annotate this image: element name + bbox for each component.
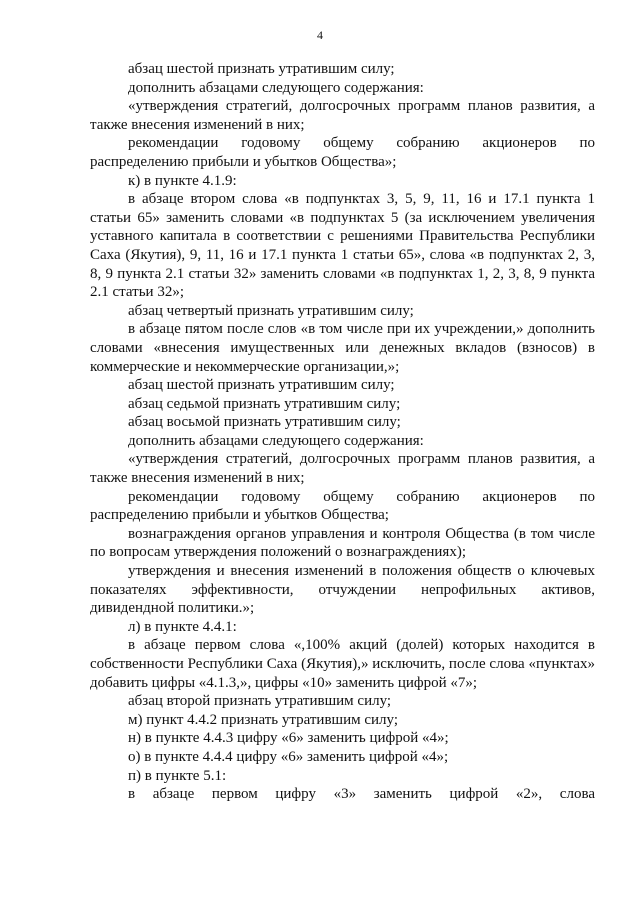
paragraph: абзац шестой признать утратившим силу; <box>128 377 395 394</box>
paragraph: л) в пункте 4.4.1: <box>128 618 237 635</box>
paragraph: абзац второй признать утратившим силу; <box>128 693 392 710</box>
paragraph: вознаграждения органов управления и контроля Общества (в том числе по вопросам утверждения положений о вознаграждениях); <box>90 525 595 561</box>
paragraph: утверждения и внесения изменений в положения обществ о ключевых показателях эффективности, отчуждении непрофильных активов, дивидендной политики.»; <box>90 563 595 617</box>
paragraph: абзац четвертый признать утратившим силу; <box>128 302 414 319</box>
paragraph: «утверждения стратегий, долгосрочных программ планов развития, а также внесения изменений в них; <box>90 451 595 487</box>
paragraph: абзац восьмой признать утратившим силу; <box>128 414 401 431</box>
paragraph: п) в пункте 5.1: <box>128 767 227 784</box>
paragraph: «утверждения стратегий, долгосрочных программ планов развития, а также внесения изменений в них; <box>90 98 595 133</box>
page-number: 4 <box>317 28 323 42</box>
paragraph: дополнить абзацами следующего содержания: <box>128 79 424 96</box>
paragraph: в абзаце втором слова «в подпунктах 3, 5, 9, 11, 16 и 17.1 пункта 1 статьи 65» заменить словами «в подпунктах 5 (за исключением увеличения уставного капитала в соответствии с решениями Правительства Республики Саха (Якутия), 9, 11, 16 и 17.1 пункта 1 статьи 65», слова «в подпунктах 2, 3, 8, 9 пункта 2.1 статьи 32» заменить словами «в подпунктах 1, 2, 3, 8, 9 пункта 2.1 статьи 32»; <box>90 191 595 301</box>
paragraph: м) пункт 4.4.2 признать утратившим силу; <box>128 711 398 728</box>
paragraph: рекомендации годовому общему собранию акционеров по распределению прибыли и убытков Общества»; <box>90 135 595 170</box>
paragraph: н) в пункте 4.4.3 цифру «6» заменить цифрой «4»; <box>128 730 449 747</box>
paragraph: к) в пункте 4.1.9: <box>128 172 237 189</box>
document-body <box>90 60 595 804</box>
paragraph: дополнить абзацами следующего содержания: <box>128 432 424 449</box>
paragraph: в абзаце пятом после слов «в том числе при их учреждении,» дополнить словами «внесения имущественных или денежных вкладов (взносов) в коммерческие и некоммерческие организации,»; <box>90 321 595 375</box>
paragraph: абзац седьмой признать утратившим силу; <box>128 395 401 412</box>
paragraph: в абзаце первом слова «,100% акций (долей) которых находится в собственности Республики Саха (Якутия),» исключить, после слова «пунктах» добавить цифры «4.1.3,», цифры «10» заменить цифрой «7»; <box>90 637 595 691</box>
paragraph: о) в пункте 4.4.4 цифру «6» заменить цифрой «4»; <box>128 748 449 765</box>
paragraph: рекомендации годовому общему собранию акционеров по распределению прибыли и убытков Общества; <box>90 488 595 524</box>
paragraph: абзац шестой признать утратившим силу; <box>128 61 395 77</box>
paragraph: в абзаце первом цифру «3» заменить цифрой «2», слова <box>128 786 595 803</box>
